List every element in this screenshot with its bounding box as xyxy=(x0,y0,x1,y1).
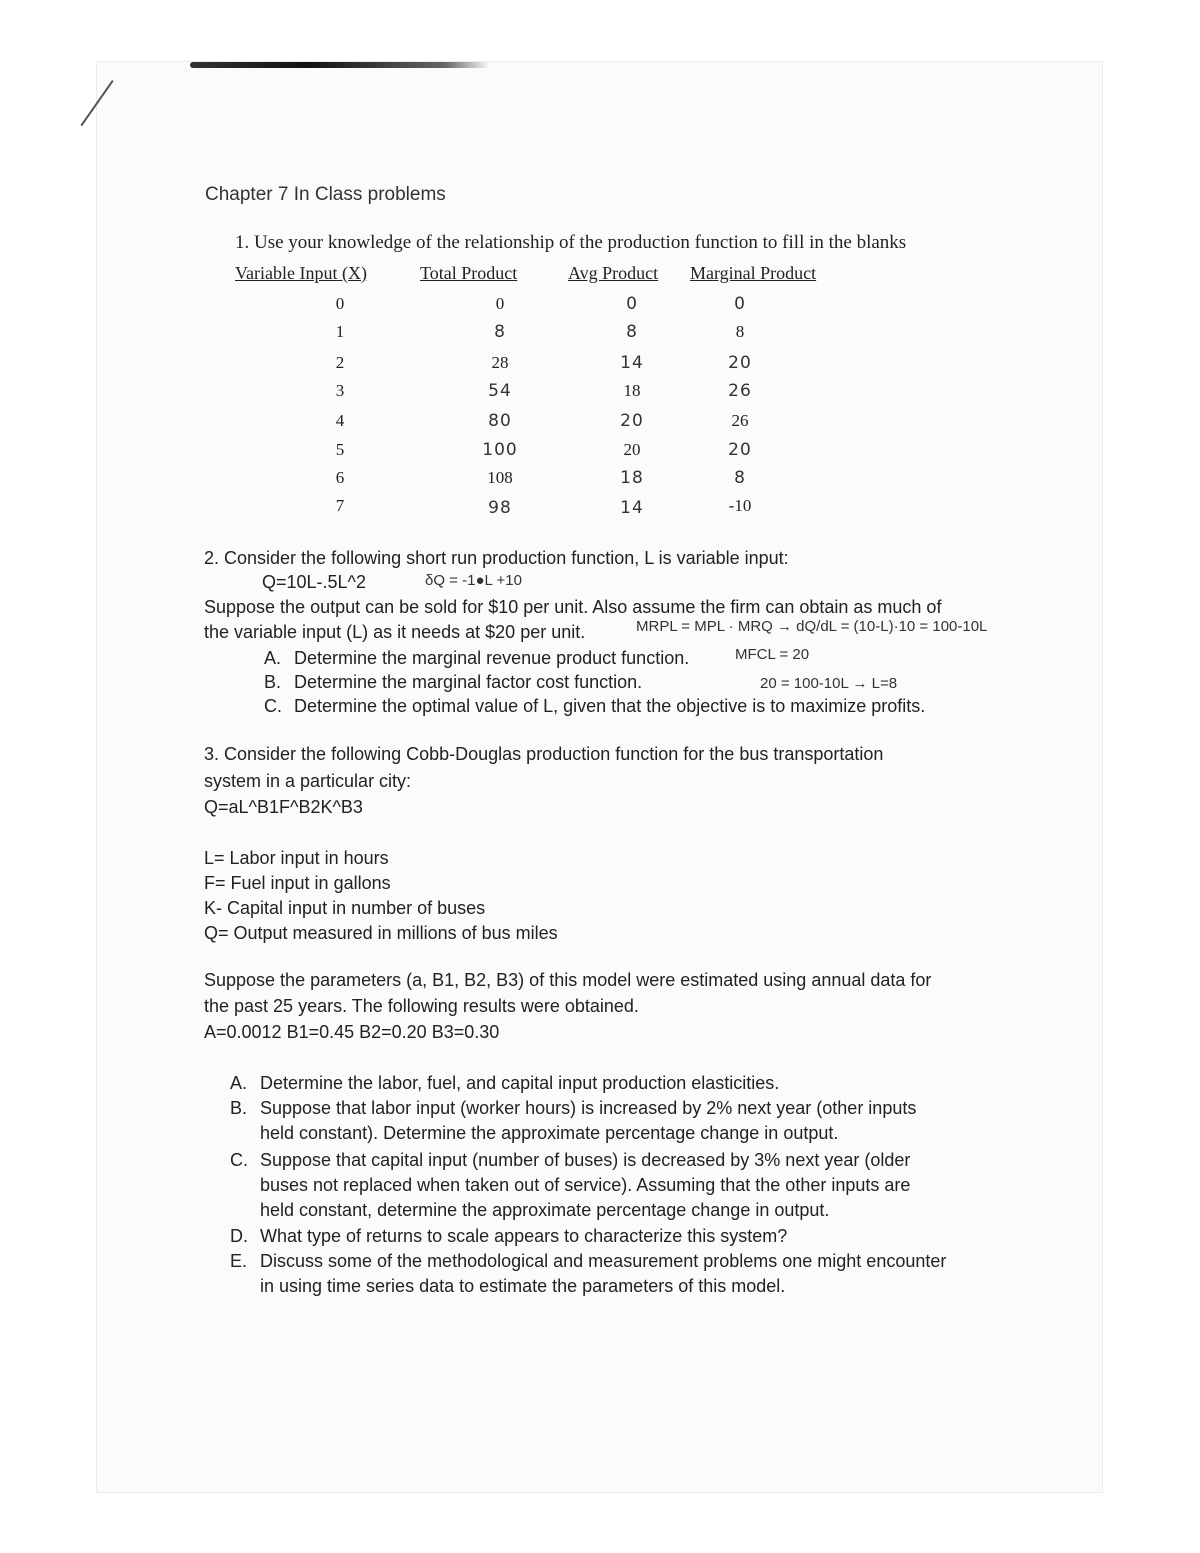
q3-part-letter: E. xyxy=(230,1251,248,1271)
q2-handwritten-solution: 20 = 100-10L → L=8 xyxy=(760,675,898,692)
q3-part-b: Suppose that labor input (worker hours) is increased by 2% next year (other inputs xyxy=(260,1098,917,1118)
table-cell: 0 xyxy=(495,294,505,313)
q3-part-letter: B. xyxy=(230,1098,248,1118)
q3-part-c-cont: buses not replaced when taken out of service). Assuming that the other inputs are xyxy=(260,1175,911,1195)
q3-definition: K- Capital input in number of buses xyxy=(204,898,486,918)
table-cell: -10 xyxy=(728,496,752,515)
q3-intro: 3. Consider the following Cobb-Douglas production function for the bus transportation xyxy=(204,744,884,764)
q2-part-b: Determine the marginal factor cost function. xyxy=(294,672,643,692)
handwritten-cell: 80 xyxy=(488,411,512,431)
q2-part-a: Determine the marginal revenue product function. xyxy=(294,648,690,668)
handwritten-cell: 26 xyxy=(728,381,752,401)
col-header-avg-product: Avg Product xyxy=(568,263,659,283)
table-cell: 6 xyxy=(335,468,345,487)
handwritten-cell: 8 xyxy=(626,322,638,342)
q3-params: Suppose the parameters (a, B1, B2, B3) of this model were estimated using annual data for xyxy=(204,970,932,990)
q2-line2: the variable input (L) as it needs at $20 per unit. xyxy=(204,622,586,642)
table-cell: 3 xyxy=(335,381,345,400)
q3-part-e-cont: in using time series data to estimate the parameters of this model. xyxy=(260,1276,786,1296)
col-header-variable-input: Variable Input (X) xyxy=(235,263,367,283)
handwritten-cell: 14 xyxy=(620,498,644,518)
q3-part-letter: C. xyxy=(230,1150,248,1170)
q3-part-a: Determine the labor, fuel, and capital input production elasticities. xyxy=(260,1073,780,1093)
col-header-marginal-product: Marginal Product xyxy=(690,263,817,283)
table-cell: 26 xyxy=(731,411,749,430)
handwritten-cell: 8 xyxy=(494,322,506,342)
table-cell: 20 xyxy=(623,440,641,459)
handwritten-cell: 18 xyxy=(620,468,644,488)
handwritten-cell: 14 xyxy=(620,353,644,373)
table-cell: 1 xyxy=(335,322,345,341)
q3-definition: L= Labor input in hours xyxy=(204,848,389,868)
q3-params-cont: the past 25 years. The following results were obtained. xyxy=(204,996,639,1016)
q2-handwritten-mfc: MFCL = 20 xyxy=(735,646,810,663)
scan-edge-mark xyxy=(190,62,490,68)
q3-intro-cont: system in a particular city: xyxy=(204,771,412,791)
q3-part-letter: A. xyxy=(230,1073,248,1093)
table-cell: 7 xyxy=(335,496,345,515)
table-cell: 5 xyxy=(335,440,345,459)
table-cell: 2 xyxy=(335,353,345,372)
handwritten-cell: 8 xyxy=(734,468,746,488)
handwritten-cell: 0 xyxy=(734,294,746,314)
chapter-title: Chapter 7 In Class problems xyxy=(205,184,446,205)
q2-intro: 2. Consider the following short run production function, L is variable input: xyxy=(204,548,789,568)
q2-part-letter: C. xyxy=(264,696,282,716)
q3-part-c: Suppose that capital input (number of buses) is decreased by 3% next year (older xyxy=(260,1150,911,1170)
table-cell: 8 xyxy=(735,322,745,341)
q1-prompt: 1. Use your knowledge of the relationship of the production function to fill in the blanks xyxy=(235,232,907,253)
table-cell: 4 xyxy=(335,411,345,430)
handwritten-cell: 20 xyxy=(728,353,752,373)
handwritten-cell: 100 xyxy=(482,440,518,460)
q3-part-d: What type of returns to scale appears to characterize this system? xyxy=(260,1226,788,1246)
handwritten-cell: 98 xyxy=(488,498,512,518)
q3-values: A=0.0012 B1=0.45 B2=0.20 B3=0.30 xyxy=(204,1022,500,1042)
handwritten-cell: 20 xyxy=(728,440,752,460)
q3-part-e: Discuss some of the methodological and measurement problems one might encounter xyxy=(260,1251,947,1271)
col-header-total-product: Total Product xyxy=(420,263,518,283)
q2-handwritten-derivative: δQ = -1●L +10 xyxy=(425,572,522,589)
q2-part-letter: B. xyxy=(264,672,282,692)
handwritten-cell: 0 xyxy=(626,294,638,314)
q3-part-b-cont: held constant). Determine the approximate percentage change in output. xyxy=(260,1123,839,1143)
q3-part-c-cont: held constant, determine the approximate percentage change in output. xyxy=(260,1200,830,1220)
q3-definition: Q= Output measured in millions of bus miles xyxy=(204,923,558,943)
table-cell: 28 xyxy=(491,353,509,372)
q3-part-letter: D. xyxy=(230,1226,248,1246)
table-cell: 0 xyxy=(335,294,345,313)
q2-line1: Suppose the output can be sold for $10 per unit. Also assume the firm can obtain as much of xyxy=(204,597,942,617)
q3-function: Q=aL^B1F^B2K^B3 xyxy=(204,797,363,817)
q2-part-c: Determine the optimal value of L, given that the objective is to maximize profits. xyxy=(294,696,926,716)
q2-function: Q=10L-.5L^2 xyxy=(262,572,367,592)
q2-handwritten-mrp: MRPL = MPL · MRQ → dQ/dL = (10-L)·10 = 100-10L xyxy=(636,618,988,635)
handwritten-cell: 54 xyxy=(488,381,512,401)
table-cell: 18 xyxy=(623,381,641,400)
table-cell: 108 xyxy=(487,468,513,487)
q2-part-letter: A. xyxy=(264,648,282,668)
q3-definition: F= Fuel input in gallons xyxy=(204,873,391,893)
handwritten-cell: 20 xyxy=(620,411,644,431)
